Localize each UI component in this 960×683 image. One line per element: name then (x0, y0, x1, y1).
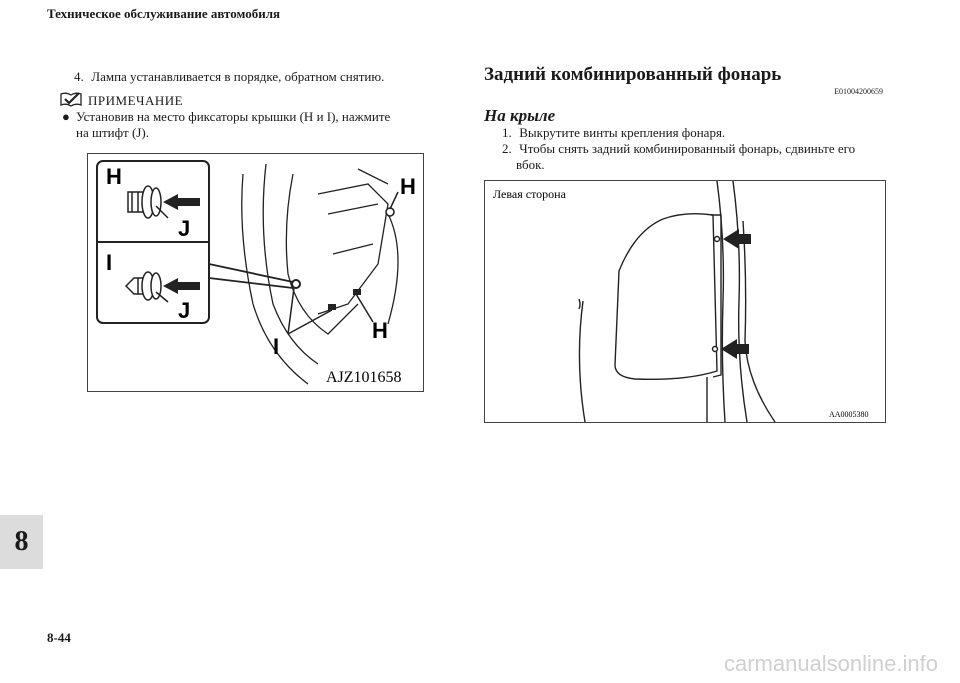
chapter-tab: 8 (0, 515, 43, 569)
figure-label-h: H (372, 318, 388, 343)
note-heading-text: ПРИМЕЧАНИЕ (88, 93, 184, 108)
figure-caption: Левая сторона (493, 187, 566, 201)
section-title: Задний комбинированный фонарь (484, 64, 782, 85)
figure-label-i: I (273, 334, 280, 359)
note-line-1: Установив на место фиксаторы крышки (H и I), нажмите (76, 109, 391, 124)
figure-rear-lamp (484, 180, 886, 423)
figure-label-h: H (400, 174, 416, 199)
step-text-continued: вбок. (516, 157, 545, 172)
step-number: 4. (74, 69, 84, 84)
step-4 (74, 69, 384, 85)
note-heading (60, 91, 183, 111)
section-code: E01004200659 (834, 87, 883, 96)
step-text: Чтобы снять задний комбинированный фонарь, сдвиньте его (519, 141, 856, 156)
step-number: 1. (502, 125, 512, 140)
note-line-2: на штифт (J). (76, 125, 149, 140)
watermark: carmanualsonline.info (723, 651, 938, 676)
bullet-icon: ● (62, 109, 70, 124)
step-1 (502, 125, 725, 141)
page-number: 8-44 (47, 630, 71, 645)
note-icon (60, 91, 82, 111)
figure-label-i: I (106, 250, 113, 275)
figure-code: AA0005380 (829, 410, 869, 419)
step-2 (502, 141, 882, 173)
figure-label-h: H (106, 164, 122, 189)
figure-code: AJZ101658 (326, 369, 402, 386)
running-header: Техническое обслуживание автомобиля (47, 6, 281, 21)
step-number: 2. (502, 141, 512, 156)
step-text: Лампа устанавливается в порядке, обратном снятию. (91, 69, 385, 84)
step-text: Выкрутите винты крепления фонаря. (519, 125, 726, 140)
figure-clip-installation (87, 153, 424, 392)
note-body (62, 109, 432, 141)
subsection-title: На крыле (484, 106, 556, 125)
figure-label-j: J (178, 216, 191, 241)
figure-label-j: J (178, 298, 191, 323)
